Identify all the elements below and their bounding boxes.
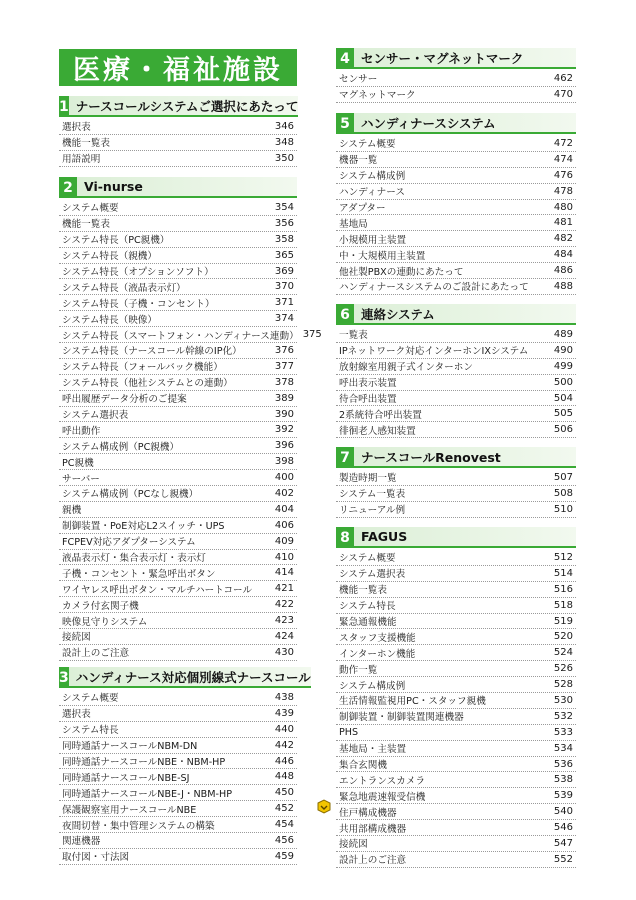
section-header (59, 177, 297, 198)
toc-entry[interactable] (59, 375, 297, 391)
toc-entry-page: 402 (274, 487, 294, 499)
toc-entry[interactable] (59, 722, 297, 738)
toc-entry-label: システム特長（子機・コンセント） (62, 298, 215, 310)
toc-entry[interactable] (336, 327, 576, 343)
toc-entry-page: 370 (274, 281, 294, 293)
toc-entry-label: 他社製PBXの連動にあたって (339, 266, 464, 278)
toc-entry[interactable] (59, 629, 297, 645)
toc-entry[interactable] (336, 852, 576, 868)
toc-entry[interactable] (336, 820, 576, 836)
toc-entry[interactable] (336, 231, 576, 247)
toc-entry-page: 520 (553, 631, 573, 643)
toc-entry[interactable] (336, 247, 576, 263)
toc-entry-page: 346 (274, 120, 294, 132)
section-number: 5 (336, 113, 354, 134)
toc-entry[interactable] (336, 788, 576, 804)
toc-entry[interactable] (336, 757, 576, 773)
toc-entry-page: 376 (274, 344, 294, 356)
toc-entry-page: 392 (274, 424, 294, 436)
toc-entry[interactable] (59, 391, 297, 407)
toc-entry-label: システム構成例 (339, 171, 406, 183)
toc-entry[interactable] (59, 833, 297, 849)
toc-entry[interactable] (336, 709, 576, 725)
toc-entry-page: 470 (553, 88, 573, 100)
toc-entry[interactable] (336, 661, 576, 677)
toc-entry-label: システム特長（ナースコール幹線のIP化） (62, 346, 242, 358)
section-number: 2 (59, 177, 77, 198)
toc-entry-page: 524 (553, 647, 573, 659)
section-8 (336, 527, 576, 868)
toc-entry[interactable] (336, 629, 576, 645)
toc-entry-page: 459 (274, 850, 294, 862)
toc-entry-page: 516 (553, 583, 573, 595)
section-title: ナースコールシステムご選択にあたって (69, 96, 299, 117)
toc-entry-page: 398 (274, 456, 294, 468)
section-6 (336, 304, 576, 438)
toc-entry-label: 同時通話ナースコールNBM-DN (62, 741, 198, 753)
toc-entry[interactable] (336, 263, 576, 279)
toc-entry-label: システム構成例 (339, 680, 406, 692)
toc-entry-label: 緊急地震速報受信機 (339, 791, 426, 803)
toc-entry-page: 530 (553, 694, 573, 706)
toc-entry-label: マグネットマーク (339, 90, 416, 102)
toc-entry[interactable] (336, 470, 576, 486)
toc-entry-label: 選択表 (62, 122, 91, 134)
toc-entry-page: 547 (553, 837, 573, 849)
toc-entry-page: 348 (274, 136, 294, 148)
toc-entry-page: 504 (553, 392, 573, 404)
toc-entry-label: サーバー (62, 473, 100, 485)
toc-entry-page: 430 (274, 646, 294, 658)
toc-entry-label: 親機 (62, 505, 82, 517)
toc-entry-label: 待合呼出装置 (339, 394, 397, 405)
toc-entry-label: システム特長（液晶表示灯） (62, 282, 186, 294)
toc-entry-label: カメラ付玄関子機 (62, 600, 139, 612)
toc-entry[interactable] (59, 817, 297, 833)
toc-entry[interactable] (59, 690, 297, 706)
section-number: 1 (59, 96, 69, 117)
section-3 (59, 667, 311, 865)
toc-entry-page: 536 (553, 758, 573, 770)
section-title: FAGUS (354, 527, 576, 548)
toc-entry[interactable] (336, 184, 576, 200)
toc-entry-page: 462 (553, 72, 573, 84)
toc-entry[interactable] (336, 71, 576, 87)
toc-entry[interactable] (336, 582, 576, 598)
toc-entry[interactable] (59, 135, 297, 151)
toc-entry-page: 506 (553, 424, 573, 436)
toc-entry-page: 482 (553, 233, 573, 245)
toc-entry[interactable] (59, 454, 297, 470)
section-title: ナースコールRenovest (354, 447, 576, 468)
toc-entry[interactable] (59, 754, 297, 770)
toc-entry-label: ワイヤレス呼出ボタン・マルチハートコール (62, 584, 253, 596)
toc-entry-label: 設計上のご注意 (62, 648, 130, 660)
toc-entry[interactable] (336, 614, 576, 630)
toc-entry[interactable] (59, 232, 297, 248)
toc-entry-label: システム選択表 (339, 569, 406, 581)
toc-entry[interactable] (59, 438, 297, 454)
toc-entry[interactable] (336, 804, 576, 820)
toc-entry-label: システム選択表 (62, 410, 129, 422)
toc-entry-page: 350 (274, 152, 294, 164)
toc-entry-label: 接続図 (339, 839, 368, 851)
section-number: 4 (336, 48, 354, 69)
toc-entry[interactable] (336, 422, 576, 438)
toc-entry[interactable] (59, 343, 297, 359)
toc-entry-label: 2系統待合呼出装置 (339, 409, 422, 421)
toc-entry-page: 375 (302, 329, 322, 341)
toc-entry-page: 442 (274, 739, 294, 751)
section-header (59, 96, 297, 117)
toc-entry-page: 474 (553, 153, 573, 165)
toc-entry-label: システム特長 (339, 601, 396, 613)
toc-entry-label: 呼出履歴データ分析のご提案 (62, 394, 187, 406)
toc-entry-page: 500 (553, 376, 573, 388)
toc-entry[interactable] (336, 566, 576, 582)
toc-entry-label: システム一覧表 (339, 489, 406, 501)
toc-entry-label: 動作一覧 (339, 664, 378, 676)
toc-entry-page: 404 (274, 503, 294, 515)
toc-entry-page: 371 (274, 297, 294, 309)
toc-entry-page: 354 (274, 201, 294, 213)
toc-entry-page: 456 (274, 834, 294, 846)
toc-entry-page: 507 (553, 471, 573, 483)
toc-entry-page: 450 (274, 787, 294, 799)
toc-entry[interactable] (59, 119, 297, 135)
toc-entry-page: 540 (553, 806, 573, 818)
toc-entry-label: システム概要 (339, 139, 396, 151)
toc-entry-page: 369 (274, 265, 294, 277)
toc-entry-label: 設計上のご注意 (339, 855, 407, 867)
toc-entry-label: PHS (339, 726, 359, 738)
toc-entry-page: 448 (274, 771, 294, 783)
toc-entry-page: 512 (553, 551, 573, 563)
section-number: 6 (336, 304, 354, 325)
section-header (336, 113, 576, 134)
toc-entry-label: 接続図 (62, 632, 91, 644)
toc-entry[interactable] (336, 741, 576, 757)
toc-entry[interactable] (336, 486, 576, 502)
toc-entry[interactable] (336, 693, 576, 709)
toc-entry-page: 528 (553, 679, 573, 691)
toc-entry-page: 421 (274, 583, 294, 595)
toc-entry[interactable] (59, 613, 297, 629)
toc-entry[interactable] (336, 677, 576, 693)
toc-entry-label: システム特長（スマートフォン・ハンディナース連動） (62, 330, 299, 342)
toc-entry-label: 取付図・寸法図 (62, 852, 130, 864)
toc-entry[interactable] (59, 849, 297, 865)
section-number: 8 (336, 527, 354, 548)
toc-entry-label: 呼出表示装置 (339, 378, 397, 390)
toc-entry[interactable] (336, 550, 576, 566)
toc-entry-page: 518 (553, 599, 573, 611)
toc-entry-label: 制御装置・PoE対応L2スイッチ・UPS (62, 521, 225, 533)
toc-entry-label: 機能一覧表 (62, 219, 110, 231)
toc-entry-label: 機能一覧表 (62, 138, 110, 150)
toc-entry[interactable] (59, 327, 322, 343)
toc-entry-page: 390 (274, 408, 294, 420)
toc-entry-page: 499 (553, 360, 573, 372)
toc-entry-label: システム特長（フォールバック機能） (62, 362, 223, 374)
section-header (336, 304, 576, 325)
toc-entry-page: 409 (274, 535, 294, 547)
toc-entry[interactable] (336, 391, 576, 407)
toc-entry-label: システム概要 (62, 203, 119, 215)
toc-entry-label: 緊急通報機能 (339, 617, 397, 628)
toc-entry-label: アダプター (339, 203, 386, 214)
toc-entry-page: 533 (553, 726, 573, 738)
toc-entry[interactable] (59, 151, 297, 167)
toc-entry-page: 452 (274, 803, 294, 815)
toc-entry-label: PC親機 (62, 457, 94, 469)
toc-entry-label: スタッフ支援機能 (339, 632, 416, 644)
toc-entry-page: 480 (553, 201, 573, 213)
toc-entry-label: 基地局 (339, 218, 368, 230)
toc-entry-label: 一覧表 (339, 330, 368, 342)
toc-entry[interactable] (336, 215, 576, 231)
toc-entry[interactable] (59, 248, 297, 264)
toc-entry-page: 488 (553, 280, 573, 292)
toc-entry-page: 410 (274, 551, 294, 563)
toc-entry[interactable] (59, 645, 297, 661)
toc-entry-page: 472 (553, 137, 573, 149)
toc-entry-page: 510 (553, 503, 573, 515)
toc-entry[interactable] (336, 168, 576, 184)
toc-entry-label: 液晶表示灯・集合表示灯・表示灯 (62, 553, 206, 565)
toc-entry-label: 制御装置・制御装置関連機器 (339, 712, 464, 724)
toc-entry-page: 423 (274, 615, 294, 627)
toc-entry-label: 機能一覧表 (339, 585, 387, 597)
toc-entry-page: 377 (274, 360, 294, 372)
section-5 (336, 113, 576, 295)
toc-entry[interactable] (59, 216, 297, 232)
toc-entry-page: 476 (553, 169, 573, 181)
toc-entry[interactable] (336, 725, 576, 741)
toc-entry-page: 400 (274, 472, 294, 484)
toc-entry-page: 454 (274, 819, 294, 831)
section-2 (59, 177, 322, 661)
toc-entry-label: FCPEV対応アダプターシステム (62, 537, 196, 549)
toc-entry-page: 358 (274, 233, 294, 245)
toc-entry-label: 同時通話ナースコールNBE・NBM-HP (62, 757, 226, 768)
toc-entry-page: 406 (274, 519, 294, 531)
section-title: 連絡システム (354, 304, 576, 325)
toc-entry-page: 532 (553, 710, 573, 722)
toc-entry-label: 夜間切替・集中管理システムの構築 (62, 820, 215, 832)
toc-entry[interactable] (59, 486, 297, 502)
toc-entry-label: センサー (339, 74, 378, 86)
toc-entry-label: 放射線室用親子式インターホン (339, 362, 473, 374)
toc-entry-page: 508 (553, 487, 573, 499)
toc-entry-page: 440 (274, 723, 294, 735)
toc-entry-label: 集合玄関機 (339, 760, 387, 772)
toc-entry-page: 378 (274, 376, 294, 388)
toc-entry-label: システム概要 (339, 553, 396, 565)
toc-entry-label: 共用部構成機器 (339, 823, 407, 835)
toc-entry[interactable] (336, 406, 576, 422)
toc-entry-page: 552 (553, 853, 573, 865)
toc-entry-page: 374 (274, 313, 294, 325)
toc-entry-label: システム特長（親機） (62, 251, 157, 263)
toc-entry-page: 519 (553, 615, 573, 627)
toc-entry[interactable] (59, 470, 297, 486)
toc-entry-page: 478 (553, 185, 573, 197)
toc-entry-page: 481 (553, 217, 573, 229)
toc-entry-page: 356 (274, 217, 294, 229)
toc-entry-label: リニューアル例 (339, 505, 406, 517)
toc-entry[interactable] (336, 772, 576, 788)
toc-entry-page: 539 (553, 790, 573, 802)
toc-entry-page: 534 (553, 742, 573, 754)
toc-entry-label: システム構成例（PCなし親機） (62, 489, 199, 501)
toc-entry-page: 439 (274, 707, 294, 719)
toc-entry[interactable] (336, 200, 576, 216)
toc-entry[interactable] (59, 502, 297, 518)
section-4 (336, 48, 576, 103)
section-title: ハンディナースシステム (354, 113, 576, 134)
toc-entry[interactable] (59, 565, 297, 581)
toc-entry[interactable] (336, 836, 576, 852)
toc-entry-page: 490 (553, 344, 573, 356)
toc-entry-label: システム特長 (62, 725, 119, 737)
toc-entry-label: ハンディナース (339, 187, 405, 199)
section-header (336, 48, 576, 69)
toc-entry-label: システム特長（PC親機） (62, 235, 170, 247)
toc-entry-label: システム特長（他社システムとの連動） (62, 378, 233, 390)
toc-entry[interactable] (59, 311, 297, 327)
section-title: ハンディナース対応個別線式ナースコール (69, 667, 311, 688)
toc-entry[interactable] (336, 645, 576, 661)
toc-entry-label: 保護観察室用ナースコールNBE (62, 804, 197, 816)
toc-entry-label: 呼出動作 (62, 425, 101, 437)
toc-entry-page: 486 (553, 265, 573, 277)
toc-entry[interactable] (59, 518, 297, 534)
toc-entry-label: 基地局・主装置 (339, 744, 407, 756)
section-title: Vi-nurse (77, 177, 297, 198)
toc-entry-label: エントランスカメラ (339, 775, 426, 787)
toc-entry-label: 中・大規模用主装置 (339, 250, 426, 262)
toc-entry[interactable] (336, 502, 576, 518)
toc-entry[interactable] (59, 550, 297, 566)
toc-entry-label: 子機・コンセント・緊急呼出ボタン (62, 568, 216, 580)
toc-entry[interactable] (59, 769, 297, 785)
toc-entry[interactable] (336, 136, 576, 152)
toc-entry-page: 365 (274, 249, 294, 261)
toc-entry-label: IPネットワーク対応インターホンIXシステム (339, 346, 529, 358)
toc-entry-page: 396 (274, 440, 294, 452)
toc-entry-label: 機器一覧 (339, 155, 378, 167)
toc-entry-label: 選択表 (62, 709, 91, 721)
toc-entry[interactable] (59, 785, 297, 801)
section-header (336, 527, 576, 548)
toc-entry-label: 同時通話ナースコールNBE-J・NBM-HP (62, 788, 233, 800)
toc-entry-page: 414 (274, 567, 294, 579)
toc-entry-page: 489 (553, 328, 573, 340)
toc-entry[interactable] (59, 581, 297, 597)
toc-entry-page: 546 (553, 822, 573, 834)
section-1 (59, 96, 297, 167)
toc-entry-page: 484 (553, 249, 573, 261)
toc-entry[interactable] (59, 359, 297, 375)
toc-entry[interactable] (59, 422, 297, 438)
toc-entry-label: システム特長（オプションソフト） (62, 267, 214, 278)
toc-entry[interactable] (59, 279, 297, 295)
toc-entry[interactable] (59, 801, 297, 817)
toc-entry[interactable] (336, 279, 576, 295)
toc-entry-label: 映像見守りシステム (62, 616, 148, 628)
toc-entry[interactable] (336, 375, 576, 391)
section-header (59, 667, 311, 688)
toc-entry-page: 446 (274, 755, 294, 767)
toc-entry[interactable] (59, 295, 297, 311)
toc-entry[interactable] (336, 359, 576, 375)
toc-entry-label: システム構成例（PC親機） (62, 441, 180, 453)
section-header (336, 447, 576, 468)
toc-entry-page: 422 (274, 599, 294, 611)
toc-entry-label: システム概要 (62, 693, 119, 705)
toc-entry[interactable] (59, 706, 297, 722)
toc-entry-page: 514 (553, 567, 573, 579)
toc-entry-page: 424 (274, 630, 294, 642)
toc-entry-label: 用語説明 (62, 154, 101, 166)
section-title: センサー・マグネットマーク (354, 48, 576, 69)
toc-entry[interactable] (59, 264, 297, 280)
toc-entry[interactable] (336, 87, 576, 103)
section-number: 3 (59, 667, 69, 688)
toc-entry-label: 住戸構成機器 (339, 807, 397, 819)
toc-entry-label: 同時通話ナースコールNBE-SJ (62, 772, 190, 784)
toc-entry-label: 生活情報監視用PC・スタッフ親機 (339, 696, 486, 708)
toc-entry-label: ハンディナースシステムのご設計にあたって (339, 282, 529, 294)
toc-entry[interactable] (336, 152, 576, 168)
toc-entry-label: 製造時期一覧 (339, 473, 397, 485)
toc-entry-label: システム特長（映像） (62, 314, 157, 326)
toc-entry-page: 438 (274, 691, 294, 703)
toc-entry-label: 小規模用主装置 (339, 234, 407, 246)
toc-entry-label: 関連機器 (62, 836, 101, 848)
toc-entry-page: 538 (553, 774, 573, 786)
toc-entry[interactable] (59, 597, 297, 613)
toc-entry-page: 505 (553, 408, 573, 420)
page-title: 医療・福祉施設 (59, 49, 297, 86)
section-7 (336, 447, 576, 518)
toc-entry-page: 526 (553, 663, 573, 675)
toc-entry[interactable] (336, 598, 576, 614)
toc-entry-label: 徘徊老人感知装置 (339, 425, 416, 437)
toc-entry[interactable] (336, 343, 576, 359)
toc-entry[interactable] (59, 200, 297, 216)
section-number: 7 (336, 447, 354, 468)
toc-entry[interactable] (59, 534, 297, 550)
toc-entry[interactable] (59, 738, 297, 754)
toc-entry-page: 389 (274, 392, 294, 404)
toc-entry-label: インターホン機能 (339, 648, 416, 660)
toc-entry[interactable] (59, 407, 297, 423)
page-marker-icon (317, 800, 331, 813)
